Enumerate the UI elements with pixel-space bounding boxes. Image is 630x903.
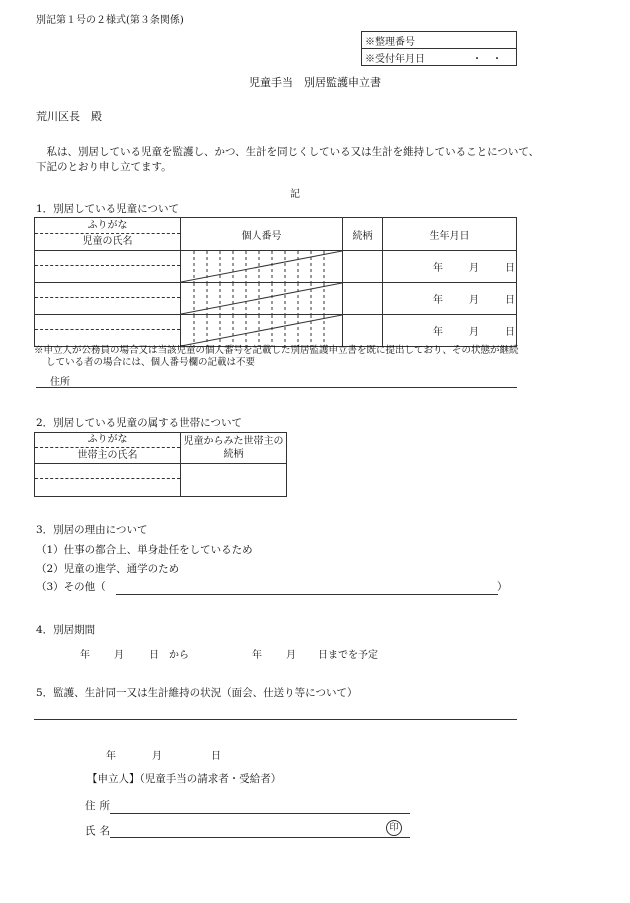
statement: 私は、別居している児童を監護し、かつ、生計を同じくしている又は生計を維持していることについて、下記のとおり申し立てます。 xyxy=(36,146,540,173)
month-label: 月 xyxy=(469,263,479,274)
mynumber-cell[interactable] xyxy=(181,283,343,315)
period-start-year: 年 xyxy=(80,650,90,661)
address-label: 住所 xyxy=(50,377,70,388)
ref-no-cell[interactable] xyxy=(362,32,517,49)
applicant-address-label: 住所 xyxy=(85,800,114,812)
household-table xyxy=(34,432,287,497)
mynumber-grid xyxy=(181,315,342,346)
year-label: 年 xyxy=(433,327,443,338)
birthdate-cell[interactable] xyxy=(383,315,517,347)
relation-header: 続柄 xyxy=(343,218,383,251)
birthdate-header: 生年月日 xyxy=(383,218,517,251)
date-day: 日 xyxy=(211,751,221,762)
addressee: 荒川区長 殿 xyxy=(36,110,102,123)
relation-cell[interactable] xyxy=(343,315,383,347)
relation-cell[interactable] xyxy=(343,283,383,315)
householder-name-header-label: 世帯主の氏名 xyxy=(77,450,138,461)
furigana-header: ふりがな xyxy=(35,218,180,234)
office-use-box xyxy=(361,31,517,66)
ref-no-label: ※整理番号 xyxy=(365,36,415,48)
table-row xyxy=(35,464,287,497)
period-end-month: 月 xyxy=(286,650,296,661)
reason-1[interactable]: （1）仕事の都合上、単身赴任をしているため xyxy=(36,544,253,556)
child-name-header-label: 児童の氏名 xyxy=(82,236,133,247)
table-row xyxy=(35,283,517,315)
section3-heading: 3．別居の理由について xyxy=(36,524,148,536)
seal-mark: 印 xyxy=(386,820,402,836)
table-row xyxy=(35,315,517,347)
furigana-header: ふりがな xyxy=(35,433,180,448)
form-label: 別記第１号の２様式(第３条関係) xyxy=(36,15,184,26)
received-label: ※受付年月日 xyxy=(365,53,425,65)
children-table xyxy=(34,217,517,347)
householder-relation-cell[interactable] xyxy=(181,464,287,497)
received-date-dots: ・ ・ xyxy=(472,54,502,65)
relation-cell[interactable] xyxy=(343,251,383,283)
section5-heading: 5．監護、生計同一又は生計維持の状況（面会、仕送り等について） xyxy=(36,687,358,699)
year-label: 年 xyxy=(433,295,443,306)
section2-heading: 2．別居している児童の属する世帯について xyxy=(36,417,242,429)
status-line[interactable] xyxy=(34,719,517,720)
month-label: 月 xyxy=(469,295,479,306)
birthdate-cell[interactable] xyxy=(383,283,517,315)
period-start-day: 日 から xyxy=(149,650,189,661)
child-name-cell[interactable] xyxy=(35,315,181,347)
period-end-day: 日までを予定 xyxy=(318,650,378,661)
section1-heading: 1．別居している児童について xyxy=(36,203,179,215)
householder-name-cell[interactable] xyxy=(35,464,181,497)
child-name-cell[interactable] xyxy=(35,283,181,315)
householder-relation-header: 児童からみた世帯主の続柄 xyxy=(181,433,287,464)
day-label: 日 xyxy=(505,263,515,274)
applicant-name-label: 氏名 xyxy=(85,825,114,837)
period-start-month: 月 xyxy=(114,650,124,661)
child-name-cell[interactable] xyxy=(35,251,181,283)
reason-2[interactable]: （2）児童の進学、通学のため xyxy=(36,563,180,575)
mynumber-cell[interactable] xyxy=(181,315,343,347)
ki-label: 記 xyxy=(290,189,300,200)
other-reason-line[interactable] xyxy=(116,594,498,595)
householder-name-header xyxy=(35,433,181,464)
received-date-cell[interactable] xyxy=(362,49,517,66)
day-label: 日 xyxy=(505,327,515,338)
day-label: 日 xyxy=(505,295,515,306)
mynumber-cell[interactable] xyxy=(181,251,343,283)
address-line[interactable] xyxy=(36,387,517,388)
date-month: 月 xyxy=(152,751,162,762)
close-paren: ） xyxy=(497,581,508,593)
child-name-header xyxy=(35,218,181,251)
birthdate-cell[interactable] xyxy=(383,251,517,283)
mynumber-grid xyxy=(181,283,342,314)
month-label: 月 xyxy=(469,327,479,338)
applicant-label: 【申立人】（児童手当の請求者・受給者） xyxy=(87,773,282,785)
date-year: 年 xyxy=(106,751,116,762)
page-title: 児童手当 別居監護申立書 xyxy=(249,76,381,89)
applicant-name-line[interactable] xyxy=(110,837,410,838)
period-end-year: 年 xyxy=(252,650,262,661)
mynumber-header: 個人番号 xyxy=(181,218,343,251)
table-row xyxy=(35,251,517,283)
mynumber-grid xyxy=(181,251,342,282)
applicant-address-line[interactable] xyxy=(110,813,410,814)
section4-heading: 4．別居期間 xyxy=(36,624,96,636)
year-label: 年 xyxy=(433,263,443,274)
mynumber-note: ※申立人が公務員の場合又は当該児童の個人番号を記載した別居監護申立書を既に提出しており、その状態が継続している者の場合には、個人番号欄の記載は不要 xyxy=(34,345,519,368)
reason-3[interactable]: （3）その他（ xyxy=(36,581,106,593)
